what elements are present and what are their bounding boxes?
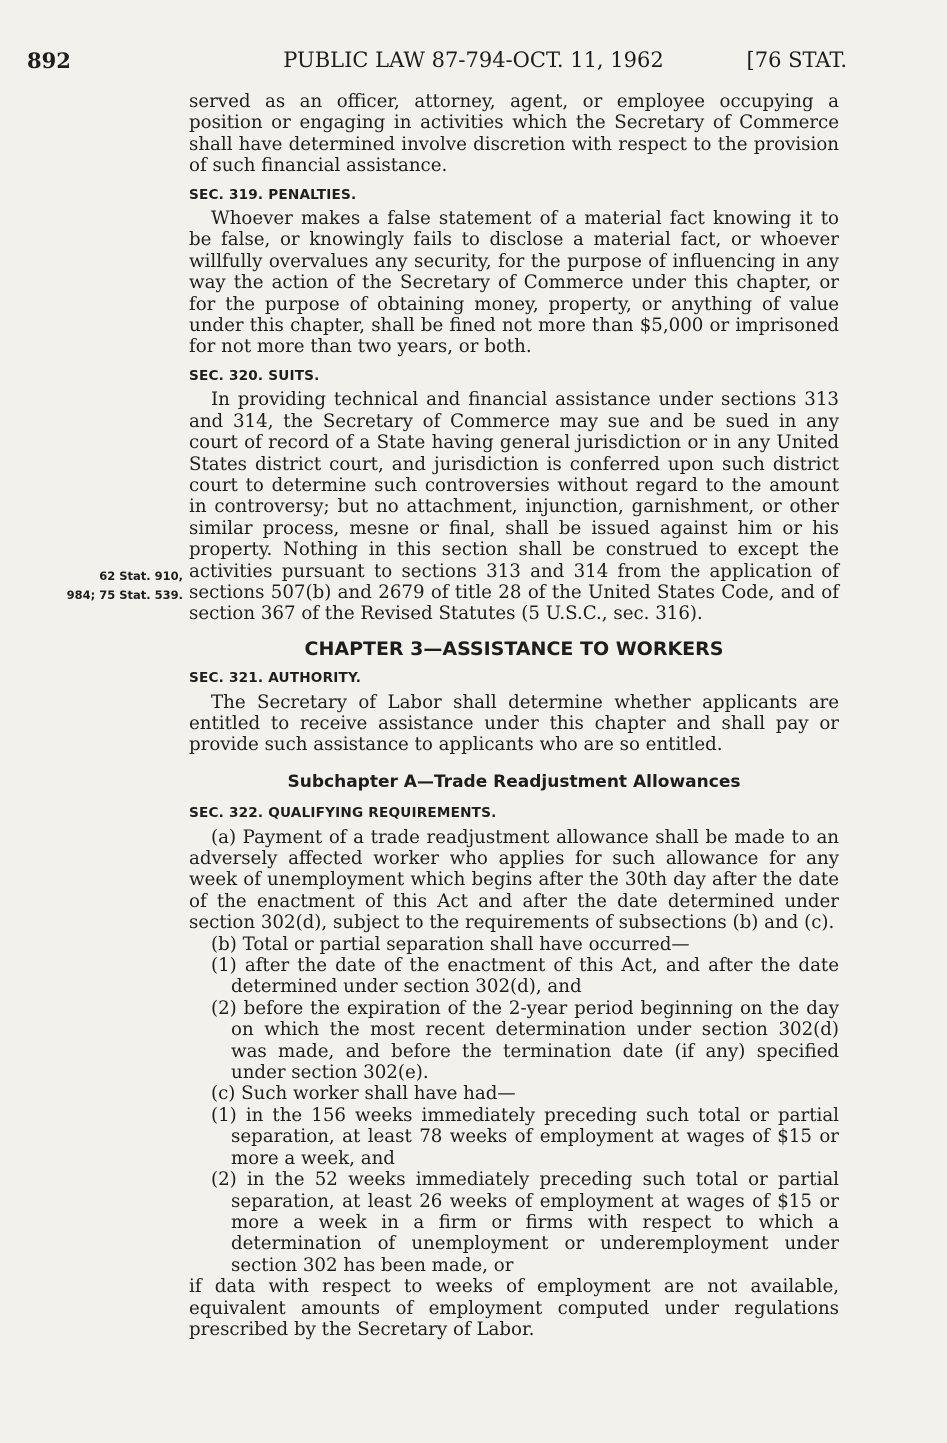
- body-column: [189, 91, 839, 1340]
- section-heading: SEC. 322. QUALIFYING REQUIREMENTS.: [189, 805, 497, 822]
- margin-citation: [58, 567, 183, 605]
- subparagraph: (1) after the date of the enactment of this Act, and after the date determined under section 302(d), and: [211, 955, 839, 998]
- paragraph: In providing technical and financial assistance under sections 313 and 314, the Secretary of Commerce may sue and be sued in any court of record of a State having general jurisdiction or in any United States district court, and jurisdiction is conferred upon such district court to determine such controversies without regard to the amount in controversy; but no attachment, injunction, garnishment, or other similar process, mesne or final, shall be issued against him or his property. Nothing in this section shall be construed to except the activities pursuant to sections 313 and 314 from the application of sections 507(b) and 2679 of title 28 of the United States Code, and of section 367 of the Revised Statutes (5 U.S.C., sec. 316).: [189, 389, 839, 625]
- margin-citation-line: 984; 75 Stat. 539.: [66, 588, 183, 602]
- running-header: [0, 48, 947, 78]
- paragraph: served as an officer, attorney, agent, or employee occupying a position or engaging in activities which the Secretary of Commerce shall have determined involve discretion with respect to the provision of such financial assistance.: [189, 91, 839, 177]
- subchapter-heading: Subchapter A—Trade Readjustment Allowances: [287, 771, 741, 792]
- subparagraph: (1) in the 156 weeks immediately preceding such total or partial separation, at least 78 weeks of employment at wages of $15 or more a week, and: [211, 1104, 839, 1169]
- section-heading: SEC. 320. SUITS.: [189, 367, 320, 384]
- paragraph: The Secretary of Labor shall determine whether applicants are entitled to receive assistance under this chapter and shall pay or provide such assistance to applicants who are so entitled.: [189, 691, 839, 756]
- paragraph: (b) Total or partial separation shall have occurred—: [211, 933, 690, 955]
- subparagraph: (2) in the 52 weeks immediately preceding such total or partial separation, at least 26 weeks of employment at wages of $15 or more a week in a firm or firms with respect to which a determination of unemployment or underemployment under section 302 has been made, or: [211, 1169, 839, 1276]
- paragraph: if data with respect to weeks of employment are not available, equivalent amounts of employment computed under regulations prescribed by the Secretary of Labor.: [189, 1276, 839, 1340]
- chapter-heading: CHAPTER 3—ASSISTANCE TO WORKERS: [304, 637, 724, 660]
- volume-reference: [76 STAT.: [746, 48, 847, 72]
- paragraph: (a) Payment of a trade readjustment allowance shall be made to an adversely affected worker who applies for such allowance for any week of unemployment which begins after the 30th day after the date of the enactment of this Act and after the date determined under section 302(d), subject to the requirements of subsections (b) and (c).: [189, 826, 839, 934]
- running-title: PUBLIC LAW 87-794-OCT. 11, 1962: [283, 48, 664, 72]
- section-heading: SEC. 321. AUTHORITY.: [189, 670, 362, 687]
- margin-citation-line: 62 Stat. 910,: [99, 569, 183, 583]
- page-number: 892: [27, 48, 71, 73]
- section-heading: SEC. 319. PENALTIES.: [189, 186, 357, 203]
- subparagraph: (2) before the expiration of the 2-year period beginning on the day on which the most recent determination under section 302(d) was made, and before the termination date (if any) specified under section 302(e).: [211, 997, 839, 1084]
- paragraph: Whoever makes a false statement of a material fact knowing it to be false, or knowingly fails to disclose a material fact, or whoever willfully overvalues any security, for the purpose of influencing in any way the action of the Secretary of Commerce under this chapter, or for the purpose of obtaining money, property, or anything of value under this chapter, shall be fined not more than $5,000 or imprisoned for not more than two years, or both.: [189, 208, 839, 358]
- paragraph: (c) Such worker shall have had—: [211, 1083, 516, 1105]
